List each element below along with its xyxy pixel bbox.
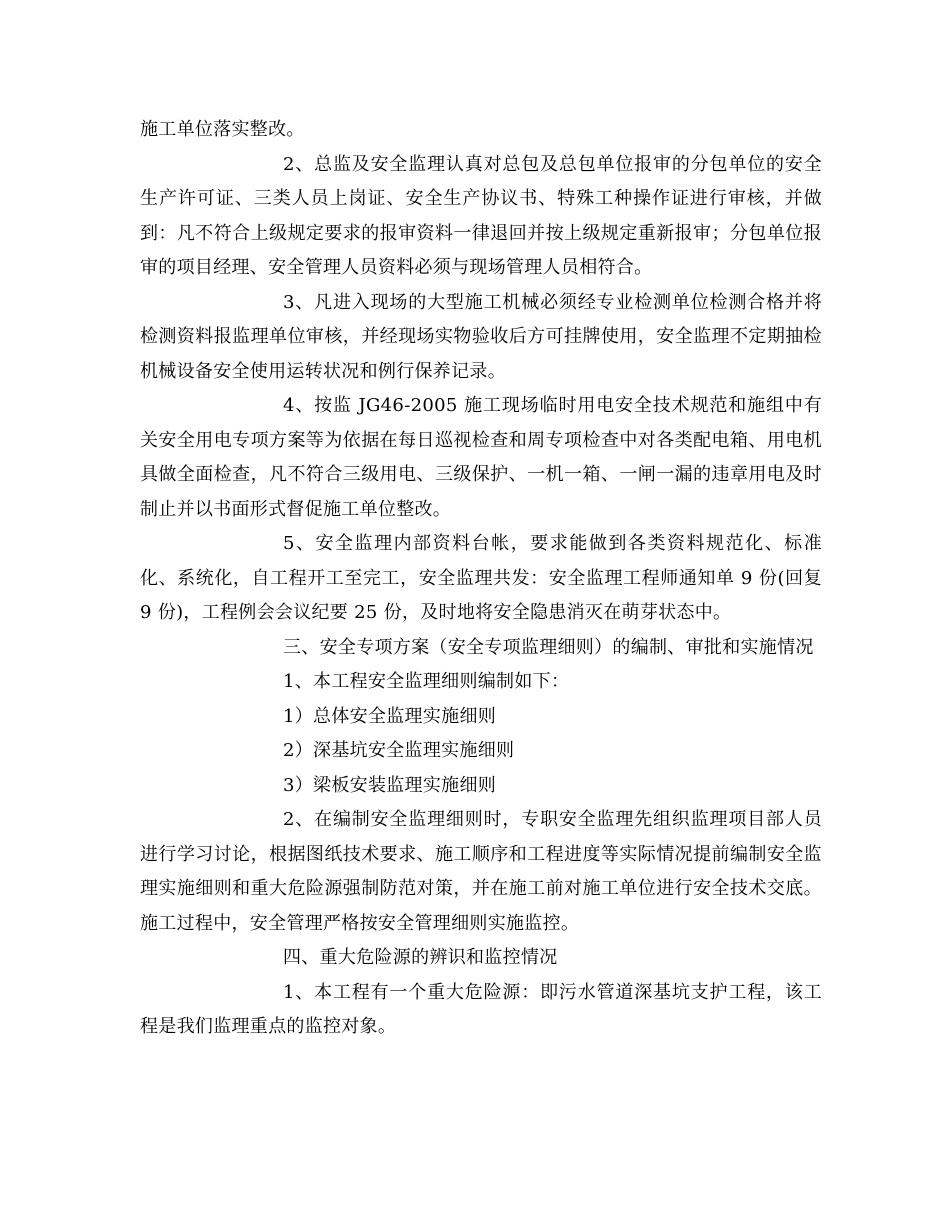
- paragraph-3: 3、凡进入现场的大型施工机械必须经专业检测单位检测合格并将检测资料报监理单位审核，并经现场实物验收后方可挂牌使用，安全监理不定期抽检机械设备安全使用运转状况和例行保养记录。: [140, 291, 822, 382]
- paragraph-11: 2、在编制安全监理细则时，专职安全监理先组织监理项目部人员进行学习讨论，根据图纸技术要求、施工顺序和工程进度等实际情况提前编制安全监理实施细则和重大危险源强制防范对策，并在施工前对施工单位进行安全技术交底。施工过程中，安全管理严格按安全管理细则实施监控。: [140, 809, 822, 934]
- paragraph-2: 2、总监及安全监理认真对总包及总包单位报审的分包单位的安全生产许可证、三类人员上岗证、安全生产协议书、特殊工种操作证进行审核，并做到：凡不符合上级规定要求的报审资料一律退回并按上级规定重新报审；分包单位报审的项目经理、安全管理人员资料必须与现场管理人员相符合。: [140, 153, 822, 278]
- section-heading-4: 四、重大危险源的辨识和监控情况: [283, 947, 558, 968]
- paragraph-5: 5、安全监理内部资料台帐，要求能做到各类资料规范化、标准化、系统化，自工程开工至完工，安全监理共发：安全监理工程师通知单 9 份(回复 9 份)，工程例会会议纪要 25 份，及时地将安全隐患消灭在萌芽状态中。: [140, 533, 822, 623]
- list-item-2: 2）深基坑安全监理实施细则: [283, 740, 515, 761]
- paragraph-4: 4、按监 JG46-2005 施工现场临时用电安全技术规范和施组中有关安全用电专项方案等为依据在每日巡视检查和周专项检查中对各类配电箱、用电机具做全面检查，凡不符合三级用电、三级保护、一机一箱、一闸一漏的违章用电及时制止并以书面形式督促施工单位整改。: [140, 395, 822, 520]
- paragraph-1: 施工单位落实整改。: [140, 119, 305, 140]
- document-body: [140, 113, 822, 1045]
- paragraph-7: 1、本工程安全监理细则编制如下：: [283, 671, 570, 692]
- list-item-1: 1）总体安全监理实施细则: [283, 705, 497, 727]
- section-heading-3: 三、安全专项方案（安全专项监理细则）的编制、审批和实施情况: [283, 636, 814, 658]
- paragraph-13: 1、本工程有一个重大危险源：即污水管道深基坑支护工程，该工程是我们监理重点的监控对象。: [140, 981, 822, 1037]
- list-item-3: 3）梁板安装监理实施细则: [283, 774, 497, 796]
